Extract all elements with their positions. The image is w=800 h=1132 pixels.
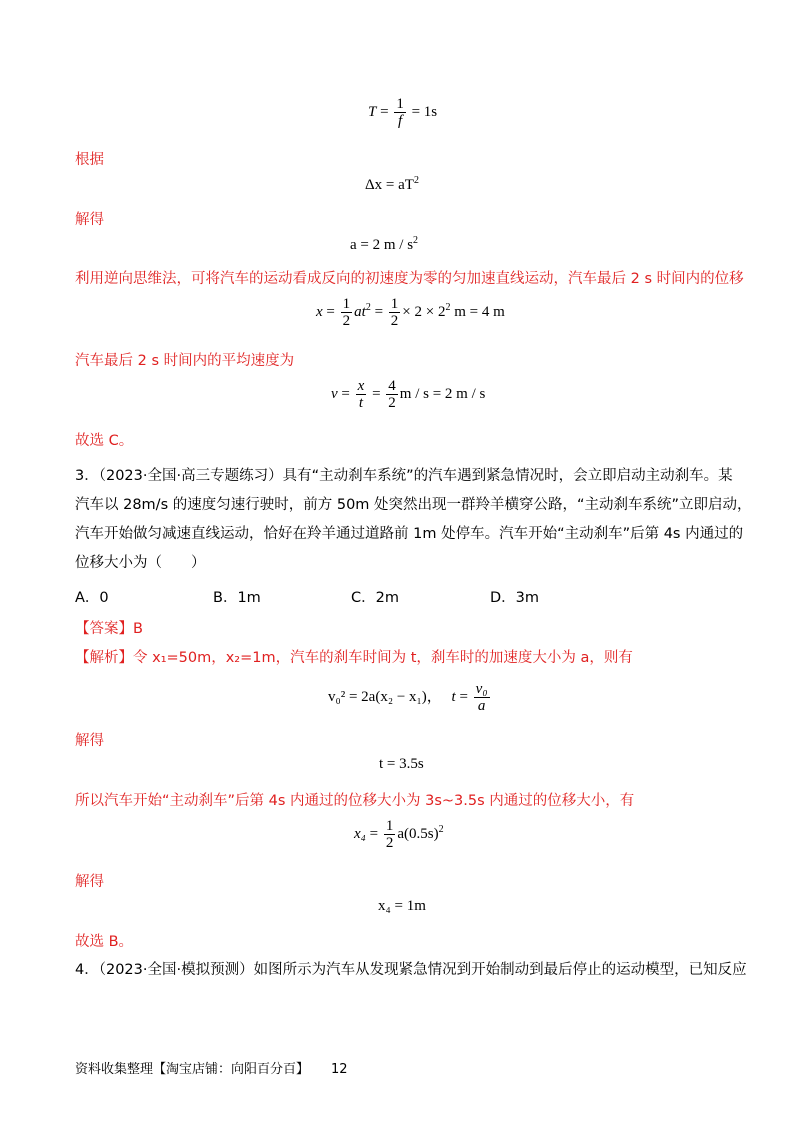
- label-solve-1: 解得: [75, 212, 104, 228]
- formula-delta-x: $\Delta x = aT^2$: [365, 175, 419, 193]
- red-text-reverse-thinking: 利用逆向思维法，可将汽车的运动看成反向的初速度为零的匀加速直线运动，汽车最后 2 s 时间内的位移: [75, 271, 744, 287]
- option-c: C．2m: [351, 590, 399, 606]
- option-b: B．1m: [213, 590, 261, 606]
- option-d: D．3m: [490, 590, 540, 606]
- q3-line-1: 3．（2023·全国·高三专题练习）具有“主动刹车系统”的汽车遇到紧急情况时，会立即启动主动刹车。某: [75, 468, 733, 484]
- formula-time: t = 3.5s: [379, 756, 424, 772]
- option-a: A．0: [75, 590, 109, 606]
- q3-line-4: 位移大小为（ ）: [75, 555, 206, 571]
- formula-displacement: x = $\frac{1}{2}$ $at^2$ = $\frac{1}{2}$ × $2 \times 2^2$ m = 4 m: [316, 296, 505, 329]
- label-according: 根据: [75, 152, 104, 168]
- red-text-fourth-second: 所以汽车开始“主动刹车”后第 4s 内通过的位移大小为 3s~3.5s 内通过的位移大小，有: [75, 793, 635, 809]
- formula-velocity: v = $\frac{x}{t}$ = $\frac{4}{2}$ m / s = 2 m / s: [331, 378, 486, 411]
- label-solve-2: 解得: [75, 733, 104, 749]
- q4-line-1: 4．（2023·全国·模拟预测）如图所示为汽车从发现紧急情况到开始制动到最后停止的运动模型，已知反应: [75, 962, 747, 978]
- formula-x4-result: x₄ = 1m: [378, 898, 426, 914]
- fraction: $\frac{1}{f}$: [396, 96, 404, 129]
- formula-braking: v₀² = 2a(x₂ − x₁)， t = $\frac{\text{v₀}}{a}$: [328, 681, 488, 714]
- red-text-average-velocity: 汽车最后 2 s 时间内的平均速度为: [75, 353, 295, 369]
- answer-label: 【答案】B: [75, 621, 143, 637]
- formula-x4: x₄ = $\frac{1}{2}$ $a(0.5s)^2$: [354, 818, 444, 851]
- page-footer: [75, 1058, 348, 1077]
- analysis-text: 【解析】令 x₁=50m，x₂=1m，汽车的刹车时间为 t，刹车时的加速度大小为 a，则有: [75, 650, 633, 666]
- footer-source: 资料收集整理【淘宝店铺：向阳百分百】: [75, 1062, 310, 1077]
- label-solve-3: 解得: [75, 874, 104, 890]
- q3-line-2: 汽车以 28m/s 的速度匀速行驶时，前方 50m 处突然出现一群羚羊横穿公路，“主动刹车系统”立即启动，: [75, 497, 752, 513]
- formula-period: T = $\frac{1}{f}$ = 1s: [368, 96, 438, 129]
- q3-line-3: 汽车开始做匀减速直线运动，恰好在羚羊通过道路前 1m 处停车。汽车开始“主动刹车”后第 4s 内通过的: [75, 526, 744, 542]
- formula-symbol: T: [368, 103, 377, 120]
- page-number: 12: [331, 1062, 348, 1077]
- conclusion-b: 故选 B。: [75, 934, 134, 950]
- conclusion-c: 故选 C。: [75, 433, 134, 449]
- formula-acceleration: a = 2 m / $s^2$: [350, 235, 419, 253]
